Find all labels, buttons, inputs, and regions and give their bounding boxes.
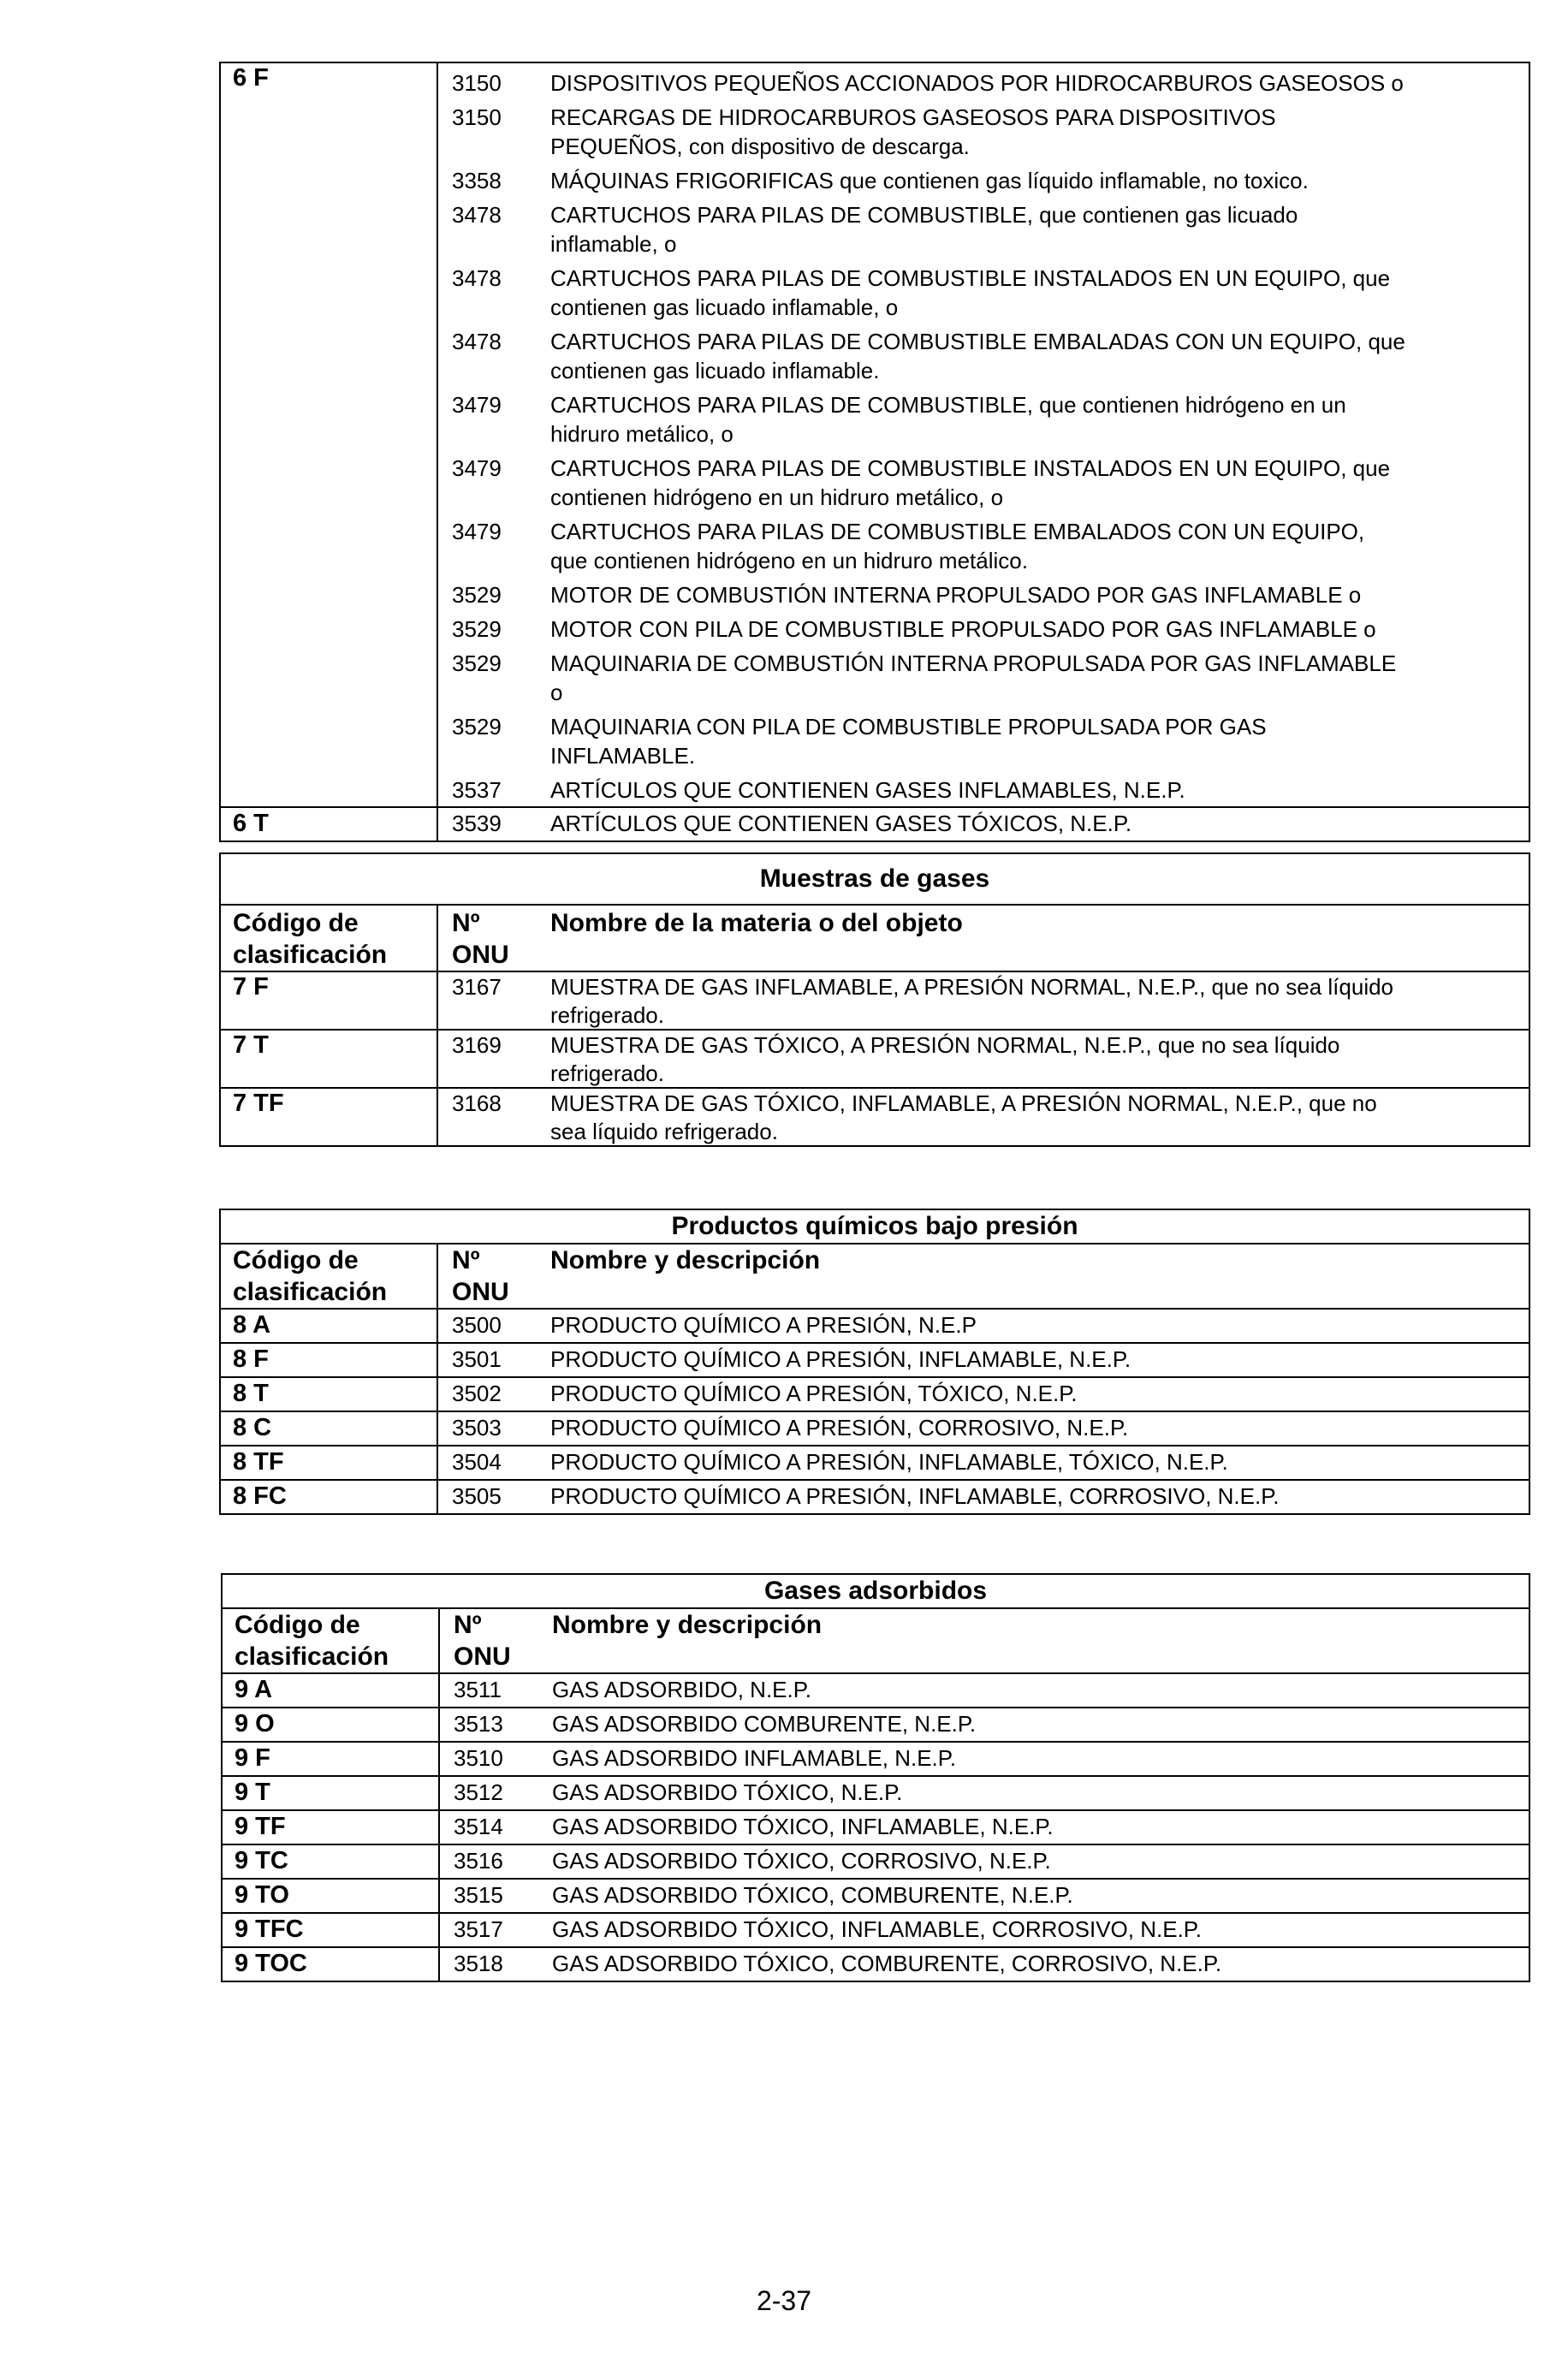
onu-number: 3502 <box>437 1377 549 1411</box>
header-code-line: Código de <box>233 1246 359 1274</box>
header-onu <box>437 1244 549 1309</box>
onu-number: 3169 <box>437 1030 549 1088</box>
header-onu-line: ONU <box>454 1642 511 1671</box>
header-onu <box>437 905 549 971</box>
classification-code: 6 T <box>220 807 437 841</box>
header-name: Nombre y descripción <box>549 1244 1529 1309</box>
onu-number: 3150 <box>452 70 502 96</box>
classification-code: 9 A <box>222 1673 439 1708</box>
table-header-row <box>222 1608 1529 1673</box>
description <box>550 579 1529 613</box>
table-row <box>220 971 1529 1030</box>
onu-number: 3529 <box>452 616 502 642</box>
description <box>550 262 1529 325</box>
classification-code: 6 F <box>220 62 437 807</box>
table-title-row <box>220 1209 1529 1244</box>
table-row <box>222 1708 1529 1742</box>
description-line: MOTOR DE COMBUSTIÓN INTERNA PROPULSADO POR GAS INFLAMABLE o <box>550 582 1362 608</box>
description-line: DISPOSITIVOS PEQUEÑOS ACCIONADOS POR HIDROCARBUROS GASEOSOS o <box>550 70 1404 96</box>
description: PRODUCTO QUÍMICO A PRESIÓN, TÓXICO, N.E.P. <box>549 1377 1529 1411</box>
description-line: MUESTRA DE GAS TÓXICO, INFLAMABLE, A PRESIÓN NORMAL, N.E.P., que no <box>550 1090 1377 1116</box>
onu-number: 3505 <box>437 1480 549 1514</box>
description: GAS ADSORBIDO TÓXICO, INFLAMABLE, CORROSIVO, N.E.P. <box>550 1913 1529 1947</box>
description <box>550 67 1529 101</box>
onu-number: 3529 <box>452 650 502 676</box>
description: GAS ADSORBIDO TÓXICO, N.E.P. <box>550 1776 1529 1810</box>
header-onu-line: ONU <box>452 1278 509 1306</box>
onu-number: 3516 <box>439 1844 550 1879</box>
description-line: CARTUCHOS PARA PILAS DE COMBUSTIBLE INSTALADOS EN UN EQUIPO, que <box>550 265 1391 291</box>
table-row <box>220 1088 1529 1146</box>
onu-number: 3478 <box>452 265 502 291</box>
description-line: CARTUCHOS PARA PILAS DE COMBUSTIBLE EMBALADAS CON UN EQUIPO, que <box>550 329 1405 354</box>
description-line: contienen hidrógeno en un hidruro metálico, o <box>550 484 1004 510</box>
description-line: MUESTRA DE GAS TÓXICO, A PRESIÓN NORMAL, N.E.P., que no sea líquido <box>550 1032 1340 1058</box>
description-line: hidruro metálico, o <box>550 421 734 447</box>
onu-number: 3529 <box>452 582 502 608</box>
table-title-row <box>222 1574 1529 1608</box>
description-line: o <box>550 680 563 705</box>
classification-code: 8 FC <box>220 1480 437 1514</box>
description-line: CARTUCHOS PARA PILAS DE COMBUSTIBLE, que contienen gas licuado <box>550 202 1298 228</box>
table-row <box>220 1377 1529 1411</box>
description <box>550 101 1529 164</box>
header-name: Nombre y descripción <box>550 1608 1529 1673</box>
table-row <box>222 1844 1529 1879</box>
description-line: refrigerado. <box>550 1060 664 1086</box>
description-line: refrigerado. <box>550 1002 664 1028</box>
onu-number: 3478 <box>452 202 502 228</box>
description-line: MAQUINARIA DE COMBUSTIÓN INTERNA PROPULSADA POR GAS INFLAMABLE <box>550 650 1397 676</box>
table-title: Productos químicos bajo presión <box>220 1209 1529 1244</box>
table-header-row <box>220 1244 1529 1309</box>
description: GAS ADSORBIDO COMBURENTE, N.E.P. <box>550 1708 1529 1742</box>
header-code <box>220 1244 437 1309</box>
header-code-line: Código de <box>235 1611 360 1639</box>
description-line: contienen gas licuado inflamable. <box>550 358 880 383</box>
description <box>550 325 1529 389</box>
description: PRODUCTO QUÍMICO A PRESIÓN, INFLAMABLE, N.E.P. <box>549 1343 1529 1377</box>
table-row <box>222 1879 1529 1913</box>
description: GAS ADSORBIDO TÓXICO, COMBURENTE, CORROSIVO, N.E.P. <box>550 1947 1529 1981</box>
description-line: ARTÍCULOS QUE CONTIENEN GASES INFLAMABLES, N.E.P. <box>550 777 1185 803</box>
description: PRODUCTO QUÍMICO A PRESIÓN, N.E.P <box>549 1309 1529 1343</box>
onu-number: 3511 <box>439 1673 550 1708</box>
description <box>550 710 1529 774</box>
onu-number: 3358 <box>452 168 502 193</box>
onu-number: 3513 <box>439 1708 550 1742</box>
header-name: Nombre de la materia o del objeto <box>549 905 1529 971</box>
onu-number: 3539 <box>437 807 549 841</box>
classification-code: 9 F <box>222 1742 439 1776</box>
table-title: Muestras de gases <box>220 853 1529 905</box>
header-onu-line: Nº <box>454 1611 482 1639</box>
header-code <box>222 1608 439 1673</box>
description <box>550 774 1529 806</box>
onu-number: 3479 <box>452 519 502 544</box>
table-row <box>222 1673 1529 1708</box>
classification-code: 9 TC <box>222 1844 439 1879</box>
onu-number: 3479 <box>452 455 502 481</box>
header-code-line: clasificación <box>235 1642 389 1671</box>
onu-number: 3501 <box>437 1343 549 1377</box>
table-row <box>220 1480 1529 1514</box>
table-row <box>220 1309 1529 1343</box>
classification-code: 8 TF <box>220 1446 437 1480</box>
classification-code: 9 TO <box>222 1879 439 1913</box>
classification-code: 8 C <box>220 1411 437 1446</box>
description: GAS ADSORBIDO TÓXICO, CORROSIVO, N.E.P. <box>550 1844 1529 1879</box>
description-line: CARTUCHOS PARA PILAS DE COMBUSTIBLE, que contienen hidrógeno en un <box>550 392 1346 418</box>
description-line: CARTUCHOS PARA PILAS DE COMBUSTIBLE EMBALADOS CON UN EQUIPO, <box>550 519 1365 544</box>
header-code-line: Código de <box>233 909 359 937</box>
table-row <box>220 62 1529 807</box>
table-productos-quimicos <box>219 1209 1530 1515</box>
description-list <box>549 62 1529 807</box>
classification-code: 9 TF <box>222 1810 439 1844</box>
onu-number: 3537 <box>452 777 502 803</box>
classification-code: 7 TF <box>220 1088 437 1146</box>
description-line: MUESTRA DE GAS INFLAMABLE, A PRESIÓN NORMAL, N.E.P., que no sea líquido <box>550 974 1394 1000</box>
table-row <box>222 1947 1529 1981</box>
table-row <box>222 1742 1529 1776</box>
description-line: MÁQUINAS FRIGORIFICAS que contienen gas líquido inflamable, no toxico. <box>550 168 1309 193</box>
table-muestras-de-gases <box>219 852 1530 1147</box>
header-code-line: clasificación <box>233 1278 388 1306</box>
onu-number: 3504 <box>437 1446 549 1480</box>
description <box>550 647 1529 710</box>
table-row <box>222 1913 1529 1947</box>
header-onu <box>439 1608 550 1673</box>
table-row <box>220 807 1529 841</box>
header-onu-line: Nº <box>452 1246 480 1274</box>
description-line: CARTUCHOS PARA PILAS DE COMBUSTIBLE INSTALADOS EN UN EQUIPO, que <box>550 455 1391 481</box>
classification-code: 7 T <box>220 1030 437 1088</box>
classification-code: 9 T <box>222 1776 439 1810</box>
onu-number: 3515 <box>439 1879 550 1913</box>
description: GAS ADSORBIDO, N.E.P. <box>550 1673 1529 1708</box>
description-line: MOTOR CON PILA DE COMBUSTIBLE PROPULSADO POR GAS INFLAMABLE o <box>550 616 1376 642</box>
table-row <box>222 1810 1529 1844</box>
onu-number: 3478 <box>452 329 502 354</box>
classification-code: 8 A <box>220 1309 437 1343</box>
onu-number: 3167 <box>437 971 549 1030</box>
onu-number: 3518 <box>439 1947 550 1981</box>
classification-code: 8 T <box>220 1377 437 1411</box>
onu-number: 3150 <box>452 104 502 130</box>
onu-number: 3529 <box>452 714 502 740</box>
description-line: RECARGAS DE HIDROCARBUROS GASEOSOS PARA DISPOSITIVOS <box>550 104 1276 130</box>
description <box>550 199 1529 262</box>
onu-number: 3503 <box>437 1411 549 1446</box>
classification-code: 7 F <box>220 971 437 1030</box>
header-onu-line: ONU <box>452 941 509 969</box>
description <box>549 1088 1529 1146</box>
page-number: 2-37 <box>756 2285 812 2316</box>
header-onu-line: Nº <box>452 909 480 937</box>
description-line: inflamable, o <box>550 231 677 257</box>
table-title-row <box>220 853 1529 905</box>
classification-code: 9 O <box>222 1708 439 1742</box>
header-code-line: clasificación <box>233 941 388 969</box>
table-title: Gases adsorbidos <box>222 1574 1529 1608</box>
description-line: sea líquido refrigerado. <box>550 1119 778 1144</box>
description <box>550 164 1529 199</box>
description <box>550 613 1529 647</box>
classification-code: 9 TOC <box>222 1947 439 1981</box>
table-gases-adsorbidos <box>221 1573 1530 1982</box>
onu-number: 3479 <box>452 392 502 418</box>
onu-number: 3510 <box>439 1742 550 1776</box>
onu-number: 3512 <box>439 1776 550 1810</box>
description: GAS ADSORBIDO INFLAMABLE, N.E.P. <box>550 1742 1529 1776</box>
table-row <box>220 1446 1529 1480</box>
table-row <box>220 1030 1529 1088</box>
description-line: INFLAMABLE. <box>550 743 696 769</box>
description: PRODUCTO QUÍMICO A PRESIÓN, INFLAMABLE, CORROSIVO, N.E.P. <box>549 1480 1529 1514</box>
onu-number: 3517 <box>439 1913 550 1947</box>
description: PRODUCTO QUÍMICO A PRESIÓN, INFLAMABLE, TÓXICO, N.E.P. <box>549 1446 1529 1480</box>
description-line: MAQUINARIA CON PILA DE COMBUSTIBLE PROPULSADA POR GAS <box>550 714 1267 740</box>
onu-number: 3168 <box>437 1088 549 1146</box>
description: ARTÍCULOS QUE CONTIENEN GASES TÓXICOS, N.E.P. <box>549 807 1529 841</box>
onu-number: 3500 <box>437 1309 549 1343</box>
description <box>549 1030 1529 1088</box>
description: GAS ADSORBIDO TÓXICO, INFLAMABLE, N.E.P. <box>550 1810 1529 1844</box>
classification-code: 9 TFC <box>222 1913 439 1947</box>
table-row <box>222 1776 1529 1810</box>
description: GAS ADSORBIDO TÓXICO, COMBURENTE, N.E.P. <box>550 1879 1529 1913</box>
table-row <box>220 1343 1529 1377</box>
table-row <box>220 1411 1529 1446</box>
table-header-row <box>220 905 1529 971</box>
onu-number-list <box>437 62 549 807</box>
description-line: PEQUEÑOS, con dispositivo de descarga. <box>550 134 970 159</box>
onu-number: 3514 <box>439 1810 550 1844</box>
description <box>550 452 1529 515</box>
description <box>549 971 1529 1030</box>
description <box>550 515 1529 579</box>
description: PRODUCTO QUÍMICO A PRESIÓN, CORROSIVO, N.E.P. <box>549 1411 1529 1446</box>
description <box>550 389 1529 452</box>
table-gases-articulos <box>219 62 1530 842</box>
description-line: contienen gas licuado inflamable, o <box>550 294 899 320</box>
header-code <box>220 905 437 971</box>
description-line: que contienen hidrógeno en un hidruro metálico. <box>550 548 1028 573</box>
classification-code: 8 F <box>220 1343 437 1377</box>
